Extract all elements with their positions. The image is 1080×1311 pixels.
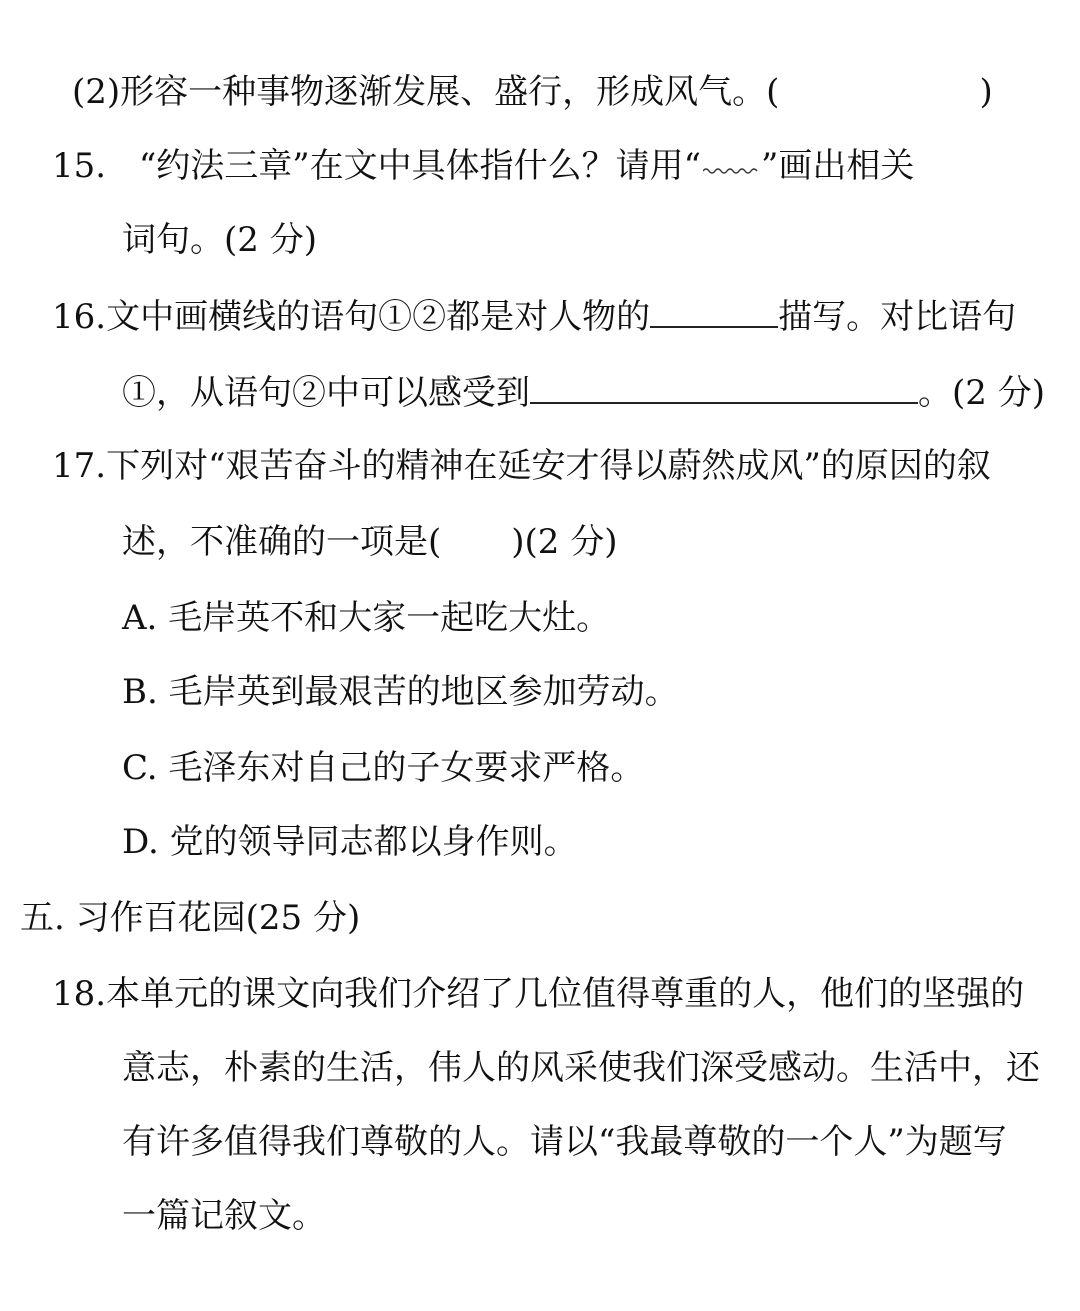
q17-number: 17. — [52, 446, 107, 486]
q15-text-before: “约法三章”在文中具体指什么？请用“ — [138, 146, 702, 186]
q16-text-before: 文中画横线的语句①②都是对人物的 — [106, 297, 651, 337]
option-text: 毛岸英到最艰苦的地区参加劳动。 — [168, 672, 679, 712]
q18-line4: 一篇记叙文。 — [122, 1196, 326, 1236]
q17-option-b[interactable] — [122, 672, 679, 712]
q16-line2-after: 。(2 分) — [918, 373, 1045, 413]
q15-text-after: ”画出相关 — [761, 146, 915, 186]
q18-number: 18. — [52, 974, 107, 1014]
q16-text-after: 描写。对比语句 — [778, 297, 1017, 337]
q14-sub2 — [72, 72, 993, 112]
q18-line3: 有许多值得我们尊敬的人。请以“我最尊敬的一个人”为题写 — [122, 1122, 1007, 1162]
q18-text-1: 本单元的课文向我们介绍了几位值得尊重的人，他们的坚强的 — [106, 974, 1025, 1014]
option-letter: D. — [122, 822, 159, 862]
q16-answer-blank-2[interactable] — [530, 372, 918, 404]
q16-answer-blank-1[interactable] — [650, 296, 778, 328]
q14-sub2-close: ) — [979, 72, 993, 112]
q16-line2 — [122, 372, 1045, 413]
q16-number: 16. — [52, 297, 107, 337]
option-letter: A. — [122, 598, 158, 638]
q17-line1 — [52, 446, 991, 486]
q15-line2: 词句。(2 分) — [122, 220, 317, 260]
q15-number: 15. — [52, 146, 107, 186]
q14-sub2-text: 形容一种事物逐渐发展、盛行，形成风气。( — [120, 72, 780, 112]
q18-line2: 意志，朴素的生活，伟人的风采使我们深受感动。生活中，还 — [122, 1048, 1040, 1088]
q17-line2-before: 述，不准确的一项是( — [122, 522, 442, 562]
q15-line1 — [52, 146, 914, 186]
q18-line1 — [52, 974, 1024, 1014]
q17-option-a[interactable] — [122, 598, 610, 638]
section-5-heading: 五. 习作百花园(25 分) — [20, 898, 361, 938]
q17-line2 — [122, 522, 618, 562]
option-letter: C. — [122, 748, 158, 788]
option-letter: B. — [122, 672, 158, 712]
q17-stem: 下列对“艰苦奋斗的精神在延安才得以蔚然成风”的原因的叙 — [106, 446, 991, 486]
option-text: 党的领导同志都以身作则。 — [169, 822, 578, 862]
wavy-underline-icon — [703, 161, 759, 175]
q17-option-c[interactable] — [122, 748, 644, 788]
option-text: 毛岸英不和大家一起吃大灶。 — [168, 598, 611, 638]
q17-option-d[interactable] — [122, 822, 578, 862]
q17-line2-after: )(2 分) — [511, 522, 618, 562]
q14-sub2-label: (2) — [72, 72, 121, 112]
q16-line2-before: ①，从语句②中可以感受到 — [122, 373, 530, 413]
q16-line1 — [52, 296, 1016, 337]
option-text: 毛泽东对自己的子女要求严格。 — [168, 748, 645, 788]
